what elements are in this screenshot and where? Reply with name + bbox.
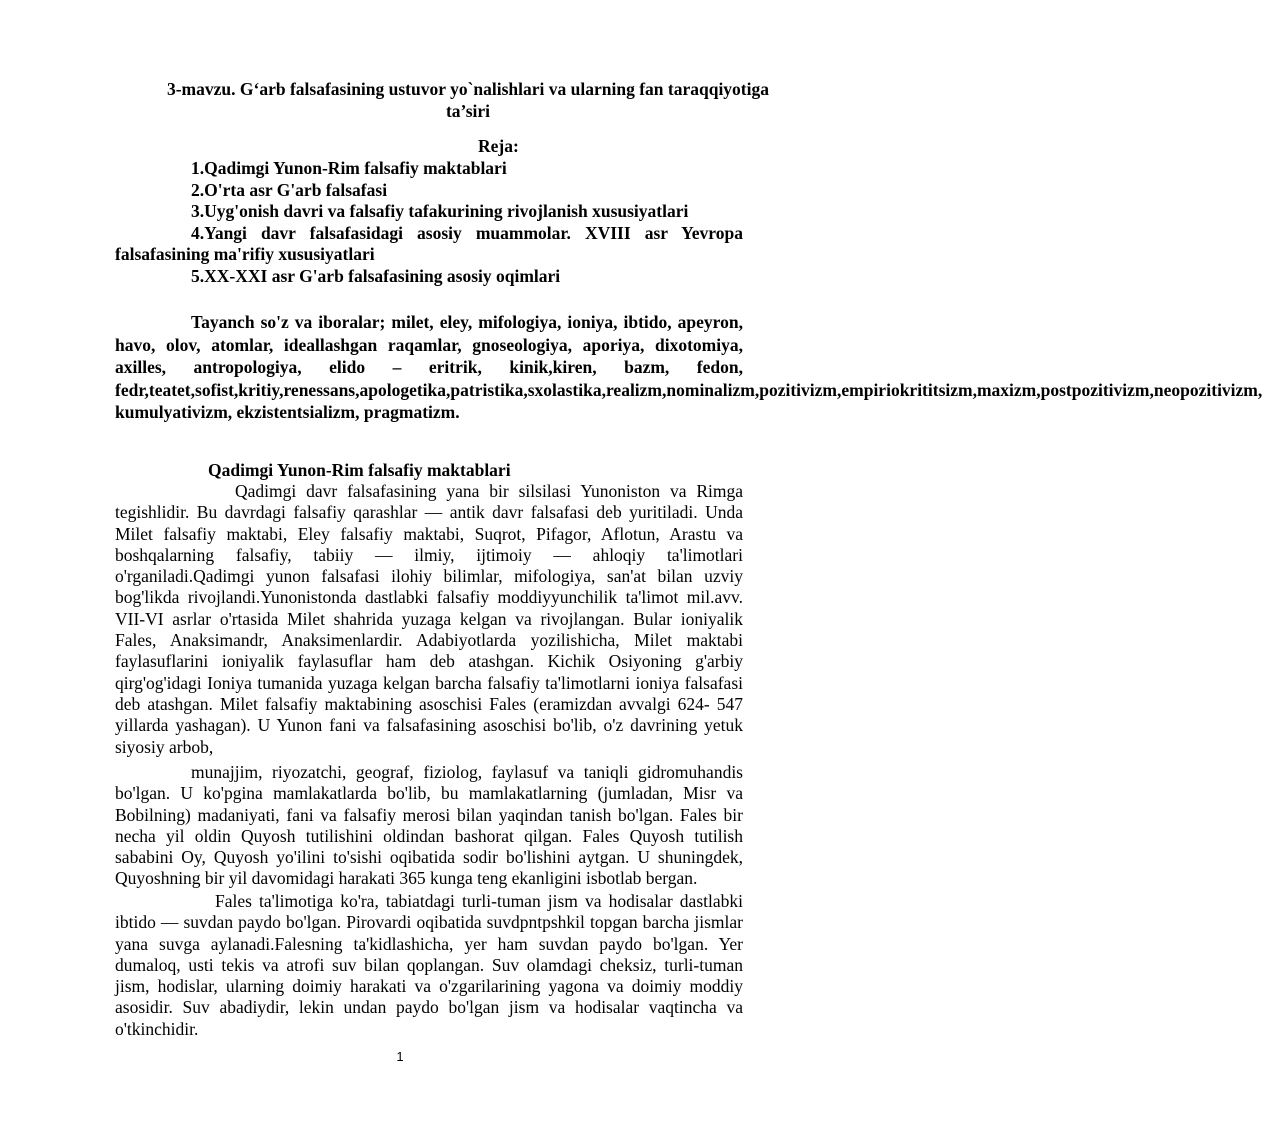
plan-heading: Reja: xyxy=(478,136,519,156)
document-title: 3-mavzu. G‘arb falsafasining ustuvor yo`nalishlari va ularning fan taraqqiyotiga ta’siri xyxy=(166,79,770,121)
plan-item: 1.Qadimgi Yunon-Rim falsafiy maktablari xyxy=(191,158,507,178)
page-number: 1 xyxy=(396,1049,404,1064)
body-paragraph: Fales ta'limotiga ko'ra, tabiatdagi turli-tuman jism va hodisalar dastlabki ibtido — suvdan paydo bo'lgan. Pirovardi oqibatida suvdpntpshkil topgan barcha jismlar yana suvga aylanadi.Falesning ta'kidlashicha, yer ham suvdan paydo bo'lgan. Yer dumaloq, usti tekis va atrofi suv bilan qoplangan. Suv olamdagi cheksiz, turli-tuman jism, hodislar, ularning doimiy harakati va o'zgarilarining yagona va doimiy moddiy asosidir. Suv abadiydir, lekin undan paydo bo'lgan jism va hodisalar vaqtincha va o'tkinchidir. xyxy=(115,891,743,1039)
section-title: Qadimgi Yunon-Rim falsafiy maktablari xyxy=(208,460,511,480)
plan-item: 3.Uyg'onish davri va falsafiy tafakurining rivojlanish xususiyatlari xyxy=(191,201,689,221)
plan-item: 5.XX-XXI asr G'arb falsafasining asosiy oqimlari xyxy=(191,265,561,286)
plan-list xyxy=(115,158,743,287)
plan-item: 2.O'rta asr G'arb falsafasi xyxy=(191,179,388,200)
body-paragraph: munajjim, riyozatchi, geograf, fiziolog, faylasuf va taniqli gidromuhandis bo'lgan. U ko'pgina mamlakatlarda bo'lib, bu mamlakatlarning (jumladan, Misr va Bobilning) madaniyati, fani va falsafiy merosi bilan yaqindan tanish bo'lgan. Fales bir necha yil oldin Quyosh tutilishini oldindan bashorat qilgan. Fales Quyosh tutilish sababini Oy, Quyosh yo'ilini to'sishi oqibatida sodir bo'lishini aytgan. U shuningdek, Quyoshning bir yil davomidagi harakati 365 kunga teng ekanligini isbotlab bergan. xyxy=(115,762,743,889)
body-paragraph: Qadimgi davr falsafasining yana bir silsilasi Yunoniston va Rimga tegishlidir. Bu davrdagi falsafiy qarashlar — antik davr falsafasi deb yuritiladi. Unda Milet falsafiy maktabi, Eley falsafiy maktabi, Suqrot, Pifagor, Aflotun, Arastu va boshqalarning falsafiy, tabiiy — ilmiy, ijtimoiy — ahloqiy ta'limotlari o'rganiladi.Qadimgi yunon falsafasi ilohiy bilimlar, mifologiya, san'at bilan uzviy bog'likda rivojlandi.Yunonistonda dastlabki falsafiy moddiyyunchilik ta'limot mil.avv. VII-VI asrlar o'rtasida Milet shahrida yuzaga kelgan va rivojlangan. Bular ioniyalik Fales, Anaksimandr, Anaksimenlardir. Adabiyotlarda yozilishicha, Milet maktabi faylasuflarini ioniyalik faylasuflar ham deb atashgan. Kichik Osiyoning g'arbiy qirg'og'idagi Ioniya tumanida yuzaga kelgan barcha falsafiy ta'limotlarni ioniya falsafasi deb atashgan. Milet falsafiy maktabining asoschisi Fales (eramizdan avvalgi 624- 547 yillarda yashagan). U Yunon fani va falsafasining asoschisi bo'lib, o'z davrining yetuk siyosiy arbob, xyxy=(115,481,743,757)
plan-item: 4.Yangi davr falsafasidagi asosiy muammolar. XVIII asr Yevropa falsafasining ma'rifiy xususiyatlari xyxy=(115,222,743,264)
keywords-paragraph: Tayanch so'z va iboralar; milet, eley, mifologiya, ioniya, ibtido, apeyron, havo, olov, atomlar, ideallashgan raqamlar, gnoseologiya, aporiya, dixotomiya, axilles, antropologiya, elido – eritrik, kinik,kiren, bazm, fedon, fedr,teatet,sofist,kritiy,renessans,apologetika,patristika,sxolastika,realizm,nominalizm,pozitivizm,empiriokrititsizm,maxizm,postpozitivizm,neopozitivizm, kumulyativizm, ekzistentsializm, pragmatizm. xyxy=(115,312,1262,422)
